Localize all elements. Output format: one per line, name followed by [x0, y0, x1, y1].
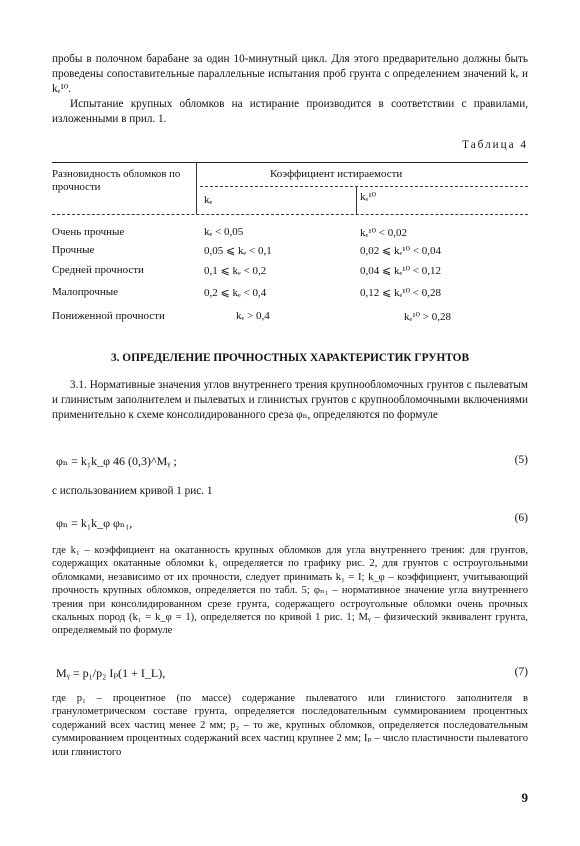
- table-row-ke: kₑ < 0,05: [204, 226, 244, 238]
- table-row-name: Малопрочные: [52, 286, 119, 298]
- table-row-name: Очень прочные: [52, 226, 125, 238]
- paragraph-curve-reference: с использованием кривой 1 рис. 1: [52, 485, 213, 497]
- table-row-ke10: 0,04 ⩽ kₑ¹⁰ < 0,12: [360, 265, 441, 277]
- table-subcolumn-divider: [356, 186, 357, 214]
- table-row-ke10: kₑ¹⁰ > 0,28: [404, 311, 451, 323]
- table-subheader-ke10: kₑ¹⁰: [360, 191, 377, 203]
- table-row-ke: 0,1 ⩽ kₑ < 0,2: [204, 265, 267, 277]
- paragraph-definitions: где k₁ – коэффициент на окатанность крупных обломков для угла внутреннего трения: для грунтов, содержащих окатанные обломки k₁ определяется по графику рис. 2, для грунтов с остроугольными обломками, независимо от их прочности, следует принимать k₁ = I; k_φ – коэффициент, учитывающий прочность крупных обломков, определяется по табл. 5; φₙ₁ – нормативное значение угла внутреннего трения при консолидированном срезе грунта, содержащего остроугольные обломки очень прочных скальных пород (k₁ = k_φ = 1), определяется по кривой 1 рис. 1; Mᵧ – физический эквивалент грунта, определяемый по формуле: [52, 545, 528, 637]
- section-heading: 3. ОПРЕДЕЛЕНИЕ ПРОЧНОСТНЫХ ХАРАКТЕРИСТИК ГРУНТОВ: [110, 352, 469, 364]
- table-top-rule: [52, 162, 528, 163]
- equation-5: φₙ = k₁k_φ 46 (0,3)^Mᵧ ;: [56, 454, 177, 468]
- paragraph-definitions-continued: где p₁ – процентное (по массе) содержание пылеватого или глинистого заполнителя в гранулометрическом составе грунта, определяется последовательным суммированием процентных содержаний всех частиц менее 2 мм; p₂ – то же, крупных обломков, определяется последовательным суммированием процентных содержаний всех частиц крупнее 2 мм; Iₚ – число пластичности пылеватого или глинистого: [52, 693, 528, 758]
- table-row-ke: kₑ > 0,4: [236, 310, 270, 322]
- table-row-ke10: kₑ¹⁰ < 0,02: [360, 227, 407, 239]
- equation-7-number: (7): [514, 666, 528, 678]
- paragraph-abrasion-test: Испытание крупных обломков на истирание производится в соответствии с правилами, изложенными в прил. 1.: [52, 98, 528, 125]
- paragraph-3-1: 3.1. Нормативные значения углов внутреннего трения крупнообломочных грунтов с пылеватым и глинистым заполнителем и пылеватых и глинистых грунтов с крупнообломочными включениями применительно к схеме консолидированного среза φₙ, определяются по формуле: [52, 379, 528, 421]
- equation-6: φₙ = k₁k_φ φₙ₁,: [56, 516, 133, 530]
- table-header-bottom-dash: [52, 214, 528, 215]
- table-subheader-ke: kₑ: [204, 194, 213, 206]
- table-row-name: Средней прочности: [52, 264, 144, 276]
- table-row-ke10: 0,02 ⩽ kₑ¹⁰ < 0,04: [360, 245, 441, 257]
- paragraph-intro: пробы в полочном барабане за один 10-минутный цикл. Для этого предварительно должны быть проведены сопоставительные параллельные испытания проб грунта с определением значений kₑ и kₑ¹⁰.: [52, 53, 528, 95]
- equation-5-number: (5): [514, 454, 528, 466]
- table-column-divider: [196, 162, 197, 214]
- table-subheader-dash: [200, 186, 528, 187]
- table-caption: Таблица 4: [462, 139, 528, 151]
- table-row-ke10: 0,12 ⩽ kₑ¹⁰ < 0,28: [360, 287, 441, 299]
- table-row-ke: 0,05 ⩽ kₑ < 0,1: [204, 245, 272, 257]
- table-row-name: Пониженной прочности: [52, 310, 165, 322]
- equation-6-number: (6): [514, 512, 528, 524]
- equation-7: Mᵧ = p₁/p₂ Iₚ(1 + I_L),: [56, 666, 166, 680]
- table-header-type: Разновидность обломков по прочности: [52, 168, 181, 193]
- page-number: 9: [521, 790, 528, 805]
- table-row-name: Прочные: [52, 244, 95, 256]
- table-row-ke: 0,2 ⩽ kₑ < 0,4: [204, 287, 267, 299]
- table-header-coefficient: Коэффициент истираемости: [270, 168, 403, 180]
